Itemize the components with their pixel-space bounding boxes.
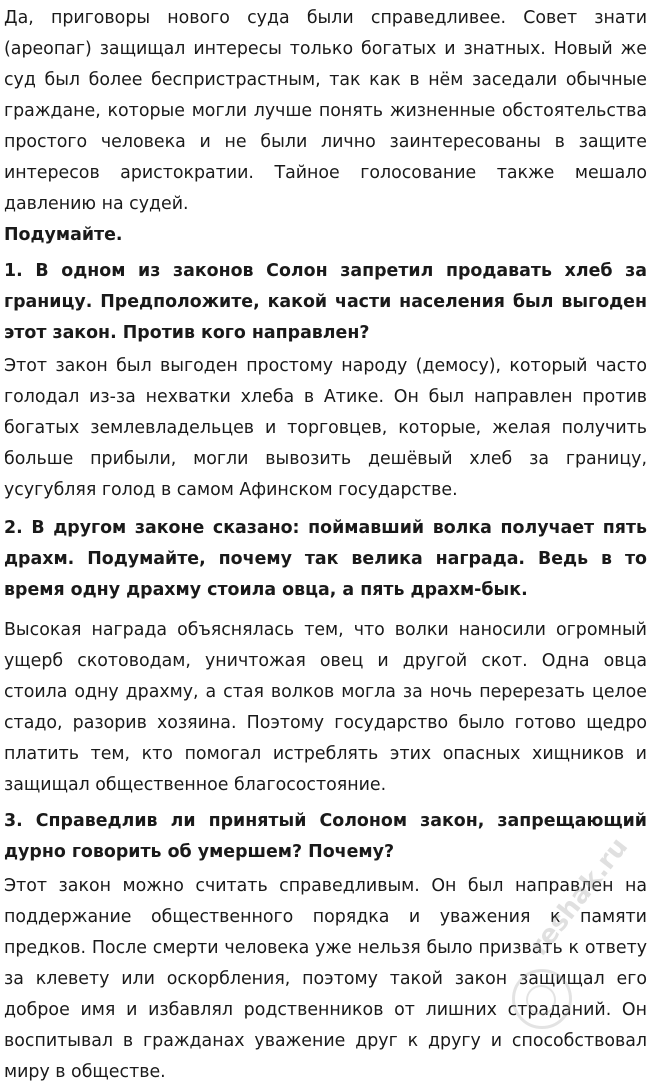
think-heading: Подумайте.	[4, 225, 123, 245]
question-1: 1. В одном из законов Солон запретил продавать хлеб за границу. Предположите, какой части населения был выгоден этот закон. Против кого направлен?	[4, 261, 647, 343]
answer-2: Высокая награда объяснялась тем, что волки наносили огромный ущерб скотоводам, уничтожая овец и другой скот. Одна овца стоила одну драхму, а стая волков могла за ночь перерезать целое стадо, разорив хозяина. Поэтому государство было готово щедро платить тем, кто помогал истреблять этих опасных хищников и защищал общественное благосостояние.	[4, 620, 647, 795]
question-3: 3. Справедлив ли принятый Солоном закон, запрещающий дурно говорить об умершем? Почему?	[4, 811, 647, 862]
question-2: 2. В другом законе сказано: поймавший волка получает пять драхм. Подумайте, почему так велика награда. Ведь в то время одну драхму стоила овца, а пять драхм-бык.	[4, 518, 647, 600]
watermark-text: reshak.ru	[524, 832, 635, 962]
intro-paragraph: Да, приговоры нового суда были справедливее. Совет знати (ареопаг) защищал интересы только богатых и знатных. Новый же суд был более беспристрастным, так как в нём заседали обычные граждане, которые могли лучше понять жизненные обстоятельства простого человека и не были лично заинтересованы в защите интересов аристократии. Тайное голосование также мешало давлению на судей.	[4, 8, 647, 214]
answer-1: Этот закон был выгоден простому народу (демосу), который часто голодал из-за нехватки хлеба в Атике. Он был направлен против богатых землевладельцев и торговцев, которые, желая получить больше прибыли, могли вывозить дешёвый хлеб за границу, усугубляя голод в самом Афинском государстве.	[4, 356, 647, 500]
answer-3: Этот закон можно считать справедливым. Он был направлен на поддержание общественного порядка и уважения к памяти предков. После смерти человека уже нельзя было призвать к ответу за клевету или оскорбления, поэтому такой закон защищал его доброе имя и избавлял родственников от лишних страданий. Он воспитывал в гражданах уважение друг к другу и способствовал миру в обществе.	[4, 876, 647, 1082]
